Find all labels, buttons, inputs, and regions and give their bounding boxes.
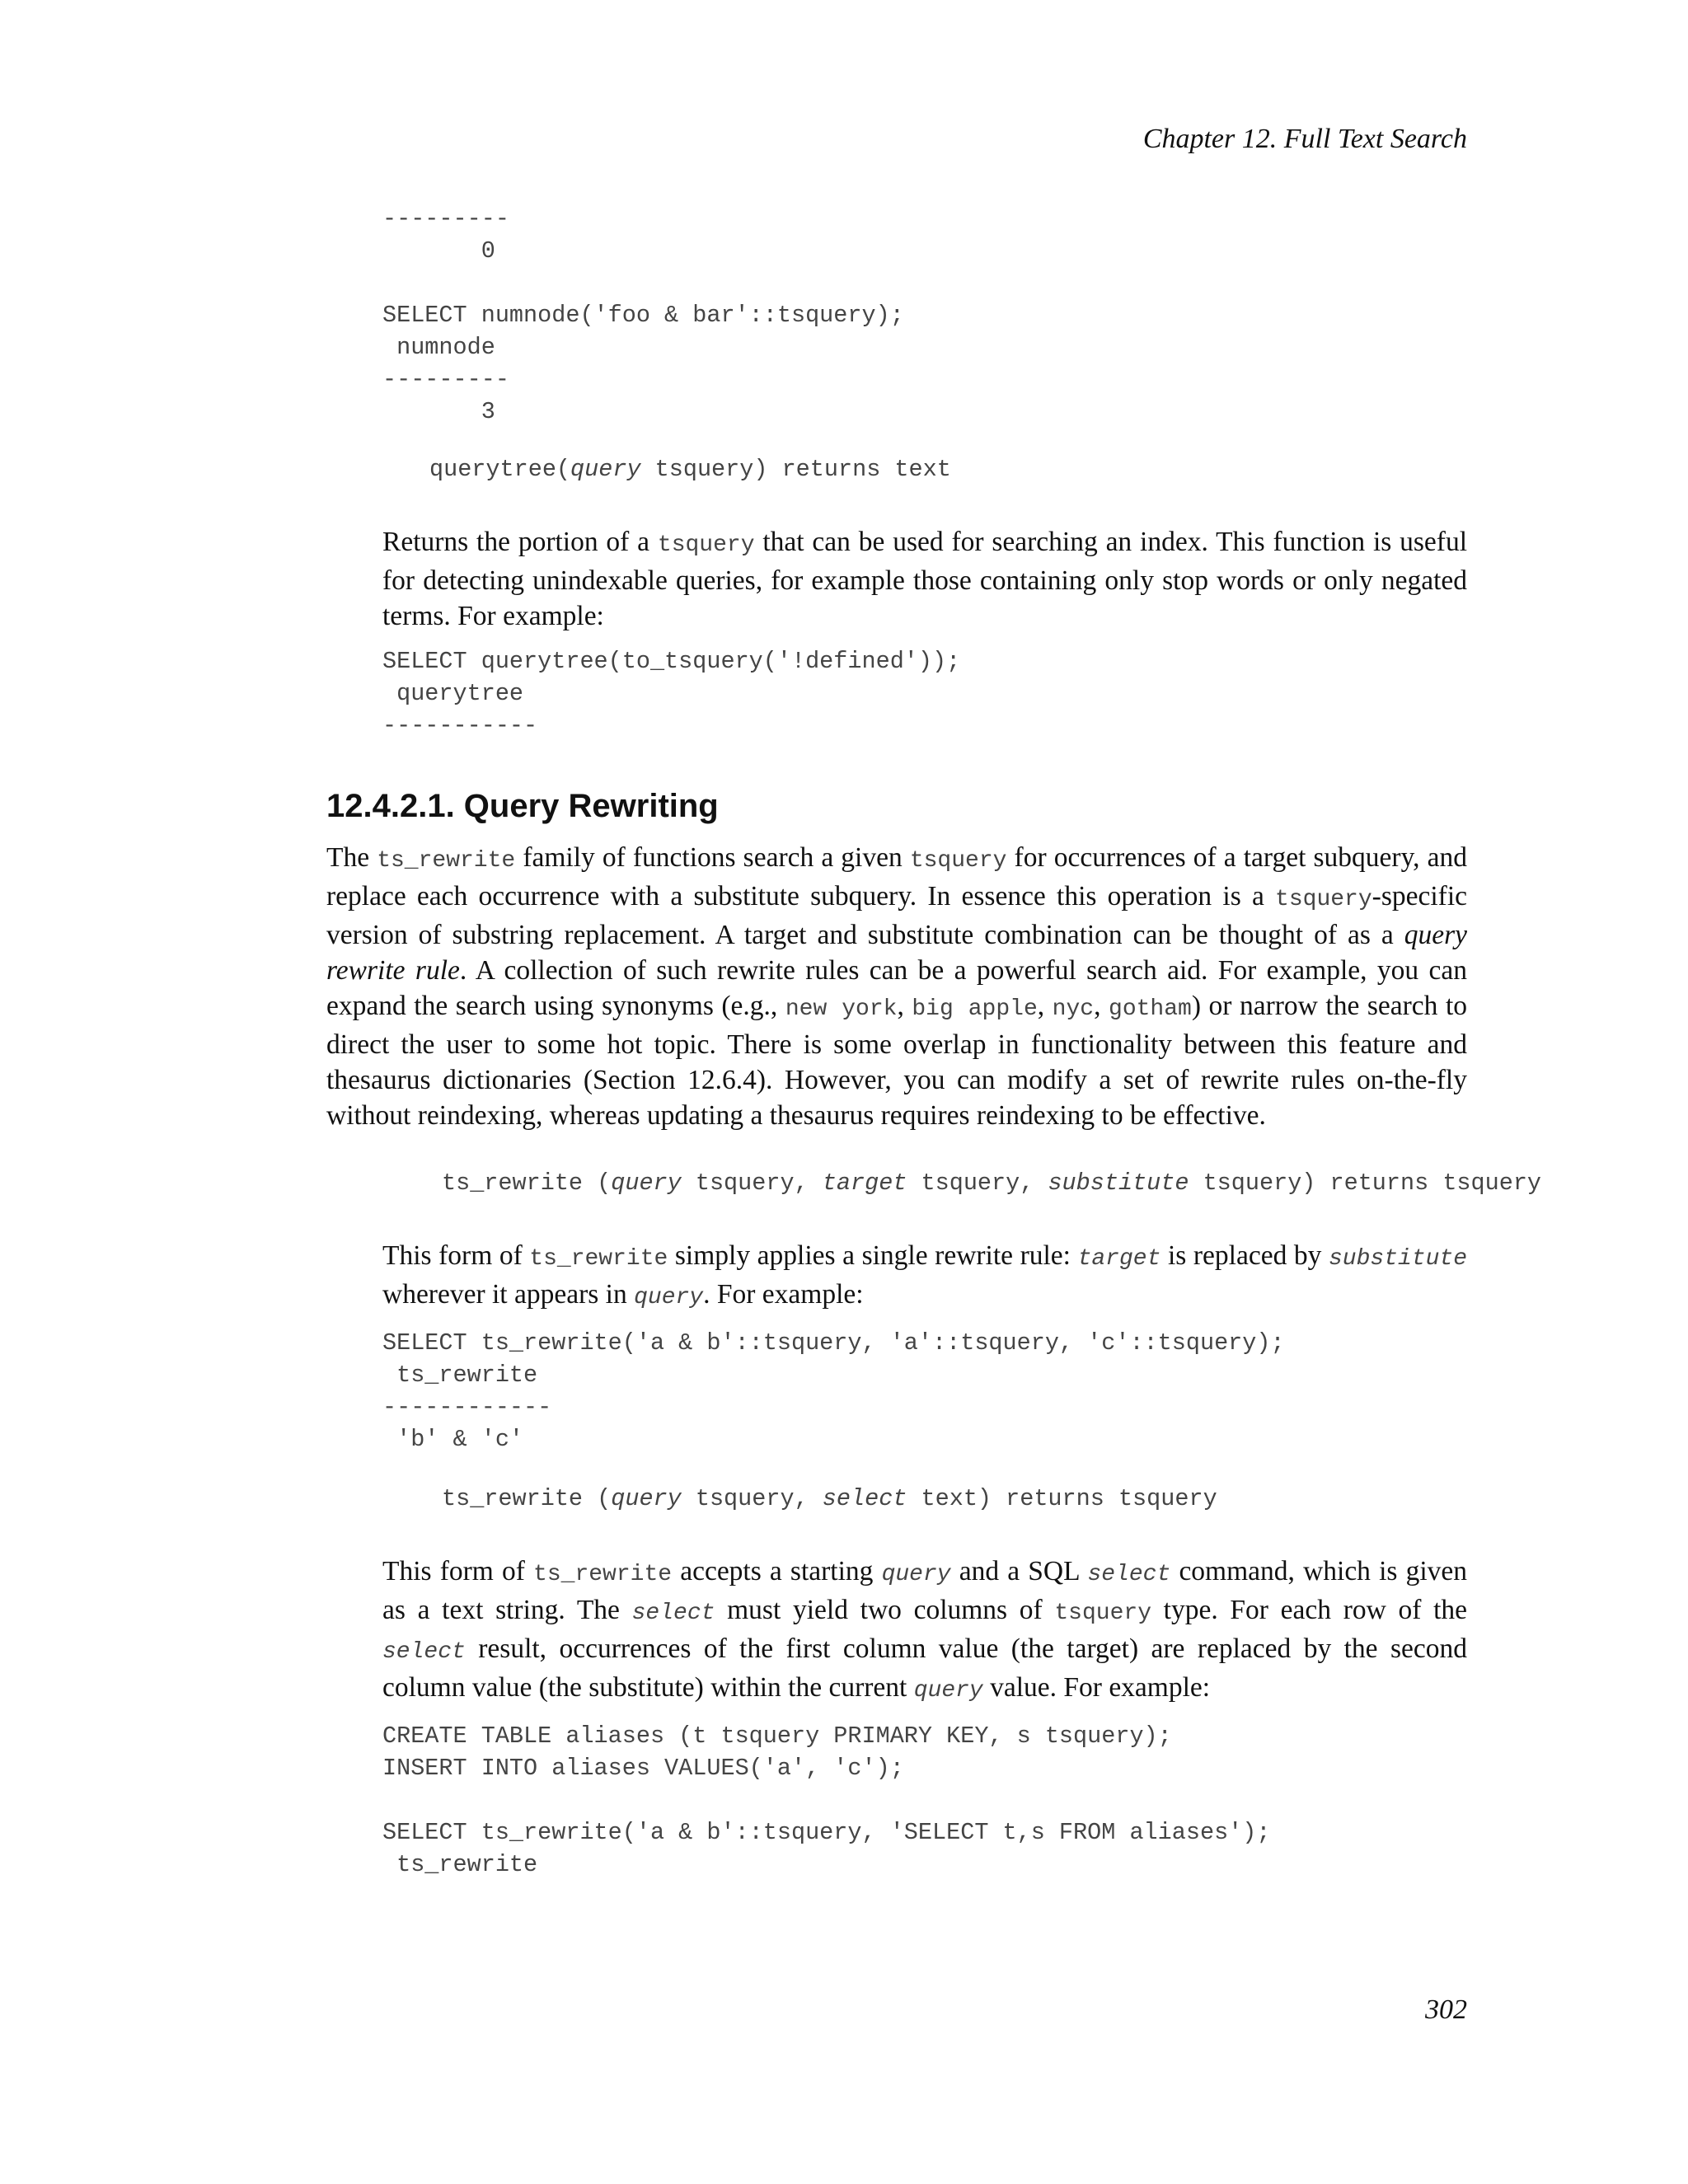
param-term: select xyxy=(631,1601,715,1626)
text: ) or narrow the search to direct the user to some hot topic. There is some overlap in functionality between this feature and thesaurus dictionaries (Section 12.6.4). However, you can modify a set of rewrite rules on-the-fly without reindexing, whereas updating a thesaurus requires reindexing to be effective. xyxy=(326,991,1468,1131)
paragraph-query-rewriting xyxy=(326,840,1467,1133)
text: wherever it appears in xyxy=(382,1279,635,1310)
param-term: target xyxy=(1077,1246,1161,1272)
synopsis-rest: text) returns tsquery xyxy=(907,1485,1217,1512)
code-term: nyc xyxy=(1052,996,1095,1022)
text: and a SQL xyxy=(950,1556,1088,1586)
code-term: ts_rewrite xyxy=(377,848,516,874)
running-header: Chapter 12. Full Text Search xyxy=(1142,124,1467,154)
param-term: query xyxy=(881,1562,951,1587)
paragraph-ts-rewrite-1 xyxy=(382,1238,1467,1315)
text: that can be used for searching an index. This function is useful for detecting unindexable queries, for example those containing only stop words or only negated terms. For example: xyxy=(382,527,1467,631)
emphasis-term: query rewrite rule xyxy=(326,920,1467,986)
text: Returns the portion of a xyxy=(382,527,658,557)
synopsis-func: ts_rewrite ( xyxy=(442,1169,612,1197)
synopsis-rest: tsquery) returns tsquery xyxy=(1189,1169,1542,1197)
param-term: substitute xyxy=(1328,1246,1467,1272)
synopsis-type: tsquery, xyxy=(681,1485,823,1512)
code-term: ts_rewrite xyxy=(533,1562,673,1587)
code-term: big apple xyxy=(912,996,1038,1022)
synopsis-param: query xyxy=(570,456,641,483)
code-term: tsquery xyxy=(1275,887,1372,912)
synopsis-func: ts_rewrite ( xyxy=(442,1485,612,1512)
param-term: query xyxy=(913,1678,983,1704)
section-heading: 12.4.2.1. Query Rewriting xyxy=(326,788,719,824)
synopsis-param: target xyxy=(822,1169,907,1197)
text: . A collection of such rewrite rules can be a powerful search aid. For example, you can expand the search using synonyms (e.g., xyxy=(326,955,1467,1021)
synopsis-rest: tsquery) returns text xyxy=(640,456,951,483)
text: is replaced by xyxy=(1160,1240,1329,1271)
text: -specific version of substring replacement. A target and substitute combination can be thought of as a xyxy=(326,881,1467,950)
text: type. For each row of the xyxy=(1151,1595,1467,1625)
code-block-querytree: SELECT querytree(to_tsquery('!defined')); querytree ----------- xyxy=(382,648,961,739)
synopsis-querytree xyxy=(429,456,1467,483)
param-term: select xyxy=(1087,1562,1171,1587)
code-term: tsquery xyxy=(909,848,1007,874)
code-term: new york xyxy=(785,996,898,1022)
synopsis-type: tsquery, xyxy=(681,1169,823,1197)
synopsis-param: substitute xyxy=(1048,1169,1189,1197)
text: The xyxy=(326,842,377,873)
synopsis-ts-rewrite-1 xyxy=(442,1169,1542,1197)
paragraph-ts-rewrite-2 xyxy=(382,1554,1467,1708)
code-block-ts-rewrite-2: CREATE TABLE aliases (t tsquery PRIMARY KEY, s tsquery); INSERT INTO aliases VALUES('a', 'c'); SELECT ts_rewrite('a & b'::tsquery, 'SELECT t,s FROM aliases'); ts_rewrite xyxy=(382,1722,1271,1878)
code-term: ts_rewrite xyxy=(529,1246,668,1272)
code-term: gotham xyxy=(1109,996,1192,1022)
text: simply applies a single rewrite rule: xyxy=(668,1240,1078,1271)
text: , xyxy=(897,991,912,1021)
synopsis-param: query xyxy=(611,1169,682,1197)
code-term: tsquery xyxy=(657,532,755,558)
text: , xyxy=(1094,991,1109,1021)
text: family of functions search a given xyxy=(515,842,910,873)
text: value. For example: xyxy=(982,1672,1211,1703)
text: This form of xyxy=(382,1556,534,1586)
text: This form of xyxy=(382,1240,530,1271)
text: , xyxy=(1037,991,1053,1021)
param-term: select xyxy=(382,1639,466,1665)
synopsis-func: querytree( xyxy=(429,456,571,483)
text: must yield two columns of xyxy=(715,1595,1055,1625)
code-block-numnode-output: --------- 0 SELECT numnode('foo & bar'::tsquery); numnode --------- 3 xyxy=(382,205,904,425)
page-number: 302 xyxy=(1425,1994,1467,2025)
text: accepts a starting xyxy=(672,1556,882,1586)
text: . For example: xyxy=(703,1279,864,1310)
synopsis-type: tsquery, xyxy=(907,1169,1048,1197)
synopsis-param: select xyxy=(822,1485,907,1512)
code-block-ts-rewrite-1: SELECT ts_rewrite('a & b'::tsquery, 'a'::tsquery, 'c'::tsquery); ts_rewrite ------------ 'b' & 'c' xyxy=(382,1329,1285,1453)
text: command, which is given as a text string. The xyxy=(382,1556,1467,1625)
code-term: tsquery xyxy=(1054,1601,1151,1626)
synopsis-param: query xyxy=(611,1485,682,1512)
param-term: query xyxy=(634,1285,704,1310)
text: result, occurrences of the first column value (the target) are replaced by the second column value (the substitute) within the current xyxy=(382,1633,1467,1703)
synopsis-ts-rewrite-2 xyxy=(442,1485,1467,1512)
text: for occurrences of a target subquery, and replace each occurrence with a substitute subquery. In essence this operation is a xyxy=(326,842,1467,912)
paragraph-querytree xyxy=(382,524,1467,634)
page-content xyxy=(326,203,1542,1881)
